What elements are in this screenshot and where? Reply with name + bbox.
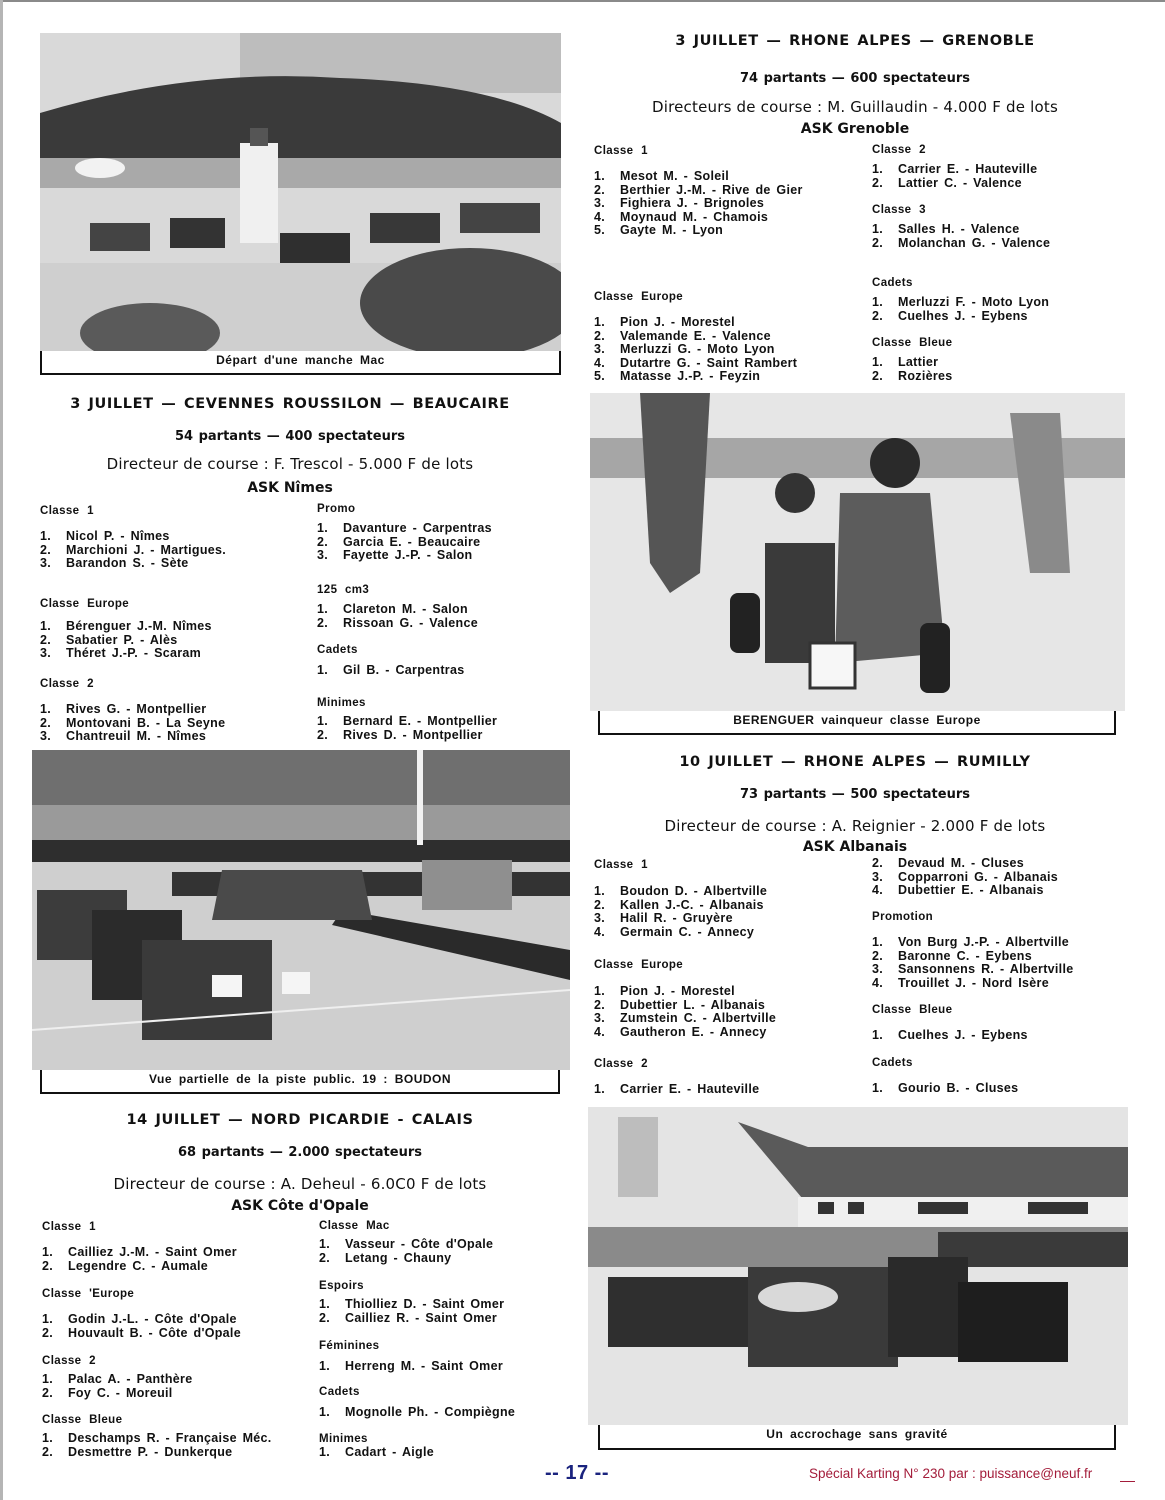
results-list bbox=[319, 1298, 504, 1325]
results-list bbox=[317, 522, 492, 563]
results-list bbox=[42, 1432, 272, 1459]
result-row: 1. Gourio B. - Cluses bbox=[872, 1081, 1019, 1095]
result-row: 1. Cailliez J.-M. - Saint Omer bbox=[42, 1245, 237, 1259]
classe-block bbox=[594, 290, 797, 384]
classe-block bbox=[317, 643, 464, 678]
result-row: 2. Lattier C. - Valence bbox=[872, 175, 1022, 190]
results-list bbox=[40, 620, 212, 661]
classe-heading: Féminines bbox=[319, 1340, 380, 1352]
result-row: 3. Merluzzi G. - Moto Lyon bbox=[594, 342, 775, 356]
result-row: 1. Nicol P. - Nîmes bbox=[40, 529, 170, 543]
results-list bbox=[872, 223, 1050, 250]
result-row: 1. Herreng M. - Saint Omer bbox=[319, 1359, 503, 1373]
results-list bbox=[319, 1406, 515, 1420]
result-row: 2. Cuelhes J. - Eybens bbox=[872, 308, 1028, 323]
classe-block bbox=[872, 143, 1037, 190]
classe-heading: Classe 2 bbox=[40, 678, 94, 690]
photo-caption: Départ d'une manche Mac bbox=[40, 351, 561, 375]
classe-heading: Classe 1 bbox=[40, 505, 94, 517]
result-row: 2. Foy C. - Moreuil bbox=[42, 1385, 173, 1400]
result-row: 2. Desmettre P. - Dunkerque bbox=[42, 1444, 233, 1459]
result-row: 1. Pion J. - Morestel bbox=[594, 984, 735, 998]
results-list bbox=[317, 715, 497, 742]
result-row: 3. Copparroni G. - Albanais bbox=[872, 869, 1058, 884]
result-row: 4. Moynaud M. - Chamois bbox=[594, 209, 769, 224]
event-director-beaucaire: Directeur de course : F. Trescol - 5.000 F de lots bbox=[106, 455, 474, 473]
result-row: 5. Matasse J.-P. - Feyzin bbox=[594, 369, 761, 383]
classe-heading: Cadets bbox=[317, 644, 358, 656]
classe-heading: Minimes bbox=[319, 1433, 368, 1445]
classe-heading: Classe 'Europe bbox=[42, 1288, 135, 1300]
result-row: 4. Trouillet J. - Nord Isère bbox=[872, 975, 1049, 990]
result-row: 1. Thiolliez D. - Saint Omer bbox=[319, 1297, 505, 1311]
result-row: 1. Vasseur - Côte d'Opale bbox=[319, 1237, 494, 1251]
result-row: 2. Baronne C. - Eybens bbox=[872, 948, 1032, 963]
result-row: 2. Legendre C. - Aumale bbox=[42, 1258, 209, 1273]
result-row: 2. Rives D. - Montpellier bbox=[317, 727, 483, 742]
results-list bbox=[872, 936, 1073, 990]
classe-block bbox=[40, 677, 225, 744]
results-list bbox=[42, 1373, 192, 1400]
result-row: 3. Sansonnens R. - Albertville bbox=[872, 962, 1074, 976]
event-stats-calais: 68 partants — 2.000 spectateurs bbox=[178, 1145, 422, 1160]
classe-block bbox=[872, 1056, 1018, 1096]
classe-block bbox=[40, 597, 212, 661]
results-list bbox=[319, 1238, 493, 1265]
result-row: 2. Letang - Chauny bbox=[319, 1250, 452, 1265]
result-row: 1. Bernard E. - Montpellier bbox=[317, 714, 498, 728]
result-row: 2. Houvault B. - Côte d'Opale bbox=[42, 1325, 241, 1340]
result-row: 3. Barandon S. - Sète bbox=[40, 556, 189, 570]
result-row: 2. Montovani B. - La Seyne bbox=[40, 715, 226, 730]
kart-driver-portrait-photo bbox=[590, 393, 1125, 711]
event-director-grenoble: Directeurs de course : M. Guillaudin - 4.000 F de lots bbox=[651, 98, 1059, 116]
classe-heading: Classe Europe bbox=[594, 291, 684, 303]
result-row: 3. Théret J.-P. - Scaram bbox=[40, 646, 202, 660]
page-number: -- 17 -- bbox=[545, 1462, 609, 1484]
result-row: 1. Pion J. - Morestel bbox=[594, 315, 735, 329]
event-club-calais: ASK Côte d'Opale bbox=[231, 1198, 369, 1214]
result-row: 3. Fighiera J. - Brignoles bbox=[594, 196, 765, 210]
photo-vue-piste bbox=[32, 750, 570, 1070]
classe-block bbox=[872, 1003, 1028, 1043]
classe-block bbox=[42, 1220, 237, 1273]
results-list bbox=[594, 170, 803, 238]
classe-block bbox=[872, 336, 953, 383]
kart-race-track-photo bbox=[32, 750, 570, 1070]
classe-heading: Classe Bleue bbox=[42, 1414, 123, 1426]
results-list bbox=[317, 664, 464, 678]
classe-heading: Promo bbox=[317, 503, 356, 515]
event-club-grenoble: ASK Grenoble bbox=[800, 121, 910, 137]
results-list bbox=[872, 356, 953, 383]
event-title-beaucaire: 3 JUILLET — CEVENNES ROUSSILON — BEAUCAIRE bbox=[70, 396, 510, 412]
results-list bbox=[872, 1029, 1028, 1043]
classe-block bbox=[594, 958, 776, 1039]
result-row: 1. Von Burg J.-P. - Albertville bbox=[872, 935, 1070, 949]
result-row: 4. Germain C. - Annecy bbox=[594, 924, 755, 939]
classe-heading: Cadets bbox=[872, 277, 913, 289]
classe-heading: Classe 2 bbox=[594, 1058, 648, 1070]
classe-heading: Classe 1 bbox=[594, 859, 648, 871]
result-row: 3. Zumstein C. - Albertville bbox=[594, 1011, 777, 1025]
classe-heading: Classe 3 bbox=[872, 204, 926, 216]
result-row: 2. Valemande E. - Valence bbox=[594, 328, 771, 343]
result-row: 2. Rissoan G. - Valence bbox=[317, 615, 478, 630]
result-row: 1. Palac A. - Panthère bbox=[42, 1372, 193, 1386]
result-row: 5. Gayte M. - Lyon bbox=[594, 223, 724, 237]
classe-block bbox=[42, 1413, 272, 1459]
classe-heading: Classe 1 bbox=[42, 1221, 96, 1233]
classe-block bbox=[872, 910, 1073, 990]
photo-caption: Un accrochage sans gravité bbox=[598, 1425, 1116, 1450]
classe-block bbox=[872, 276, 1049, 323]
result-row: 4. Gautheron E. - Annecy bbox=[594, 1024, 767, 1039]
result-row: 2. Rozières bbox=[872, 368, 953, 383]
classe-block bbox=[319, 1339, 503, 1374]
result-row: 1. Carrier E. - Hauteville bbox=[872, 162, 1038, 176]
page-border-left bbox=[0, 0, 3, 1500]
result-row: 1. Clareton M. - Salon bbox=[317, 602, 468, 616]
kart-crash-photo bbox=[588, 1107, 1128, 1425]
result-row: 2. Cailliez R. - Saint Omer bbox=[319, 1310, 498, 1325]
photo-caption: BERENGUER vainqueur classe Europe bbox=[598, 711, 1116, 735]
classe-heading: Classe 2 bbox=[872, 144, 926, 156]
results-list bbox=[594, 1083, 759, 1097]
event-director-rumilly: Directeur de course : A. Reignier - 2.000 F de lots bbox=[664, 817, 1046, 835]
result-row: 1. Mognolle Ph. - Compiègne bbox=[319, 1405, 516, 1419]
results-list bbox=[319, 1446, 434, 1460]
classe-heading: Classe Bleue bbox=[872, 337, 953, 349]
result-row: 1. Gil B. - Carpentras bbox=[317, 663, 465, 677]
result-row: 2. Berthier J.-M. - Rive de Gier bbox=[594, 182, 803, 197]
classe-block bbox=[319, 1279, 504, 1325]
results-list bbox=[872, 163, 1037, 190]
classe-heading: Cadets bbox=[319, 1386, 360, 1398]
event-club-beaucaire: ASK Nîmes bbox=[247, 480, 333, 496]
classe-block bbox=[319, 1432, 434, 1460]
results-list bbox=[40, 703, 225, 744]
result-row: 1. Salles H. - Valence bbox=[872, 222, 1020, 236]
result-row: 3. Fayette J.-P. - Salon bbox=[317, 548, 473, 562]
classe-heading: Classe Bleue bbox=[872, 1004, 953, 1016]
classe-heading: 125 cm3 bbox=[317, 584, 370, 596]
results-list bbox=[40, 530, 226, 571]
result-row: 2. Kallen J.-C. - Albanais bbox=[594, 897, 764, 912]
classe-block bbox=[319, 1385, 515, 1420]
classe-heading: Classe Mac bbox=[319, 1220, 390, 1232]
results-list bbox=[594, 985, 776, 1039]
classe-block bbox=[872, 203, 1050, 250]
result-row: 1. Godin J.-L. - Côte d'Opale bbox=[42, 1312, 237, 1326]
photo-accrochage bbox=[588, 1107, 1128, 1425]
result-row: 1. Deschamps R. - Française Méc. bbox=[42, 1431, 272, 1445]
results-list bbox=[872, 857, 1058, 898]
event-title-grenoble: 3 JUILLET — RHONE ALPES — GRENOBLE bbox=[675, 33, 1035, 49]
event-stats-beaucaire: 54 partants — 400 spectateurs bbox=[174, 429, 405, 444]
classe-block bbox=[319, 1219, 493, 1265]
result-row: 2. Dubettier L. - Albanais bbox=[594, 997, 766, 1012]
result-row: 1. Lattier bbox=[872, 355, 939, 369]
photo-depart-manche-mac bbox=[40, 33, 561, 351]
classe-heading: Classe Europe bbox=[594, 959, 684, 971]
results-list bbox=[872, 1082, 1018, 1096]
result-row: 1. Davanture - Carpentras bbox=[317, 521, 492, 535]
classe-continuation bbox=[872, 857, 1058, 898]
results-list bbox=[42, 1246, 237, 1273]
photo-caption: Vue partielle de la piste public. 19 : BOUDON bbox=[40, 1070, 560, 1094]
classe-heading: Classe Europe bbox=[40, 598, 130, 610]
classe-block bbox=[594, 858, 767, 939]
results-list bbox=[872, 296, 1049, 323]
result-row: 2. Molanchan G. - Valence bbox=[872, 235, 1051, 250]
result-row: 1. Mesot M. - Soleil bbox=[594, 169, 730, 183]
event-stats-grenoble: 74 partants — 600 spectateurs bbox=[739, 71, 970, 86]
footer-rule bbox=[1120, 1481, 1135, 1482]
result-row: 1. Cuelhes J. - Eybens bbox=[872, 1028, 1028, 1042]
classe-block bbox=[42, 1354, 192, 1400]
result-row: 1. Rives G. - Montpellier bbox=[40, 702, 207, 716]
footer-credit: Spécial Karting N° 230 par : puissance@neuf.fr bbox=[809, 1466, 1093, 1481]
classe-block bbox=[40, 504, 226, 571]
result-row: 1. Boudon D. - Albertville bbox=[594, 884, 768, 898]
result-row: 1. Merluzzi F. - Moto Lyon bbox=[872, 295, 1050, 309]
event-club-rumilly: ASK Albanais bbox=[802, 839, 908, 855]
result-row: 2. Garcia E. - Beaucaire bbox=[317, 534, 481, 549]
classe-block bbox=[594, 144, 803, 238]
results-list bbox=[42, 1313, 241, 1340]
classe-heading: Cadets bbox=[872, 1057, 913, 1069]
results-list bbox=[594, 885, 767, 939]
result-row: 1. Carrier E. - Hauteville bbox=[594, 1082, 760, 1096]
result-row: 2. Sabatier P. - Alès bbox=[40, 632, 178, 647]
result-row: 4. Dubettier E. - Albanais bbox=[872, 883, 1044, 897]
kart-race-start-photo bbox=[40, 33, 561, 351]
classe-block bbox=[317, 583, 478, 630]
classe-heading: Classe 1 bbox=[594, 145, 648, 157]
result-row: 1. Bérenguer J.-M. Nîmes bbox=[40, 619, 212, 633]
result-row: 4. Dutartre G. - Saint Rambert bbox=[594, 355, 798, 370]
classe-heading: Classe 2 bbox=[42, 1355, 96, 1367]
result-row: 2. Devaud M. - Cluses bbox=[872, 856, 1025, 870]
classe-heading: Promotion bbox=[872, 911, 934, 923]
results-list bbox=[319, 1360, 503, 1374]
event-title-calais: 14 JUILLET — NORD PICARDIE - CALAIS bbox=[126, 1112, 474, 1128]
classe-block bbox=[317, 502, 492, 563]
photo-berenguer bbox=[590, 393, 1125, 711]
results-list bbox=[594, 316, 797, 384]
result-row: 2. Marchioni J. - Martigues. bbox=[40, 542, 227, 557]
event-stats-rumilly: 73 partants — 500 spectateurs bbox=[739, 787, 970, 802]
classe-block bbox=[594, 1057, 759, 1097]
result-row: 3. Halil R. - Gruyère bbox=[594, 911, 733, 925]
classe-heading: Minimes bbox=[317, 697, 366, 709]
event-title-rumilly: 10 JUILLET — RHONE ALPES — RUMILLY bbox=[679, 754, 1031, 770]
classe-block bbox=[42, 1287, 241, 1340]
results-list bbox=[317, 603, 478, 630]
result-row: 1. Cadart - Aigle bbox=[319, 1445, 434, 1459]
classe-heading: Espoirs bbox=[319, 1280, 364, 1292]
event-director-calais: Directeur de course : A. Deheul - 6.0C0 F de lots bbox=[113, 1175, 487, 1193]
result-row: 3. Chantreuil M. - Nîmes bbox=[40, 729, 207, 743]
page-border-top bbox=[0, 0, 1165, 2]
classe-block bbox=[317, 696, 497, 742]
